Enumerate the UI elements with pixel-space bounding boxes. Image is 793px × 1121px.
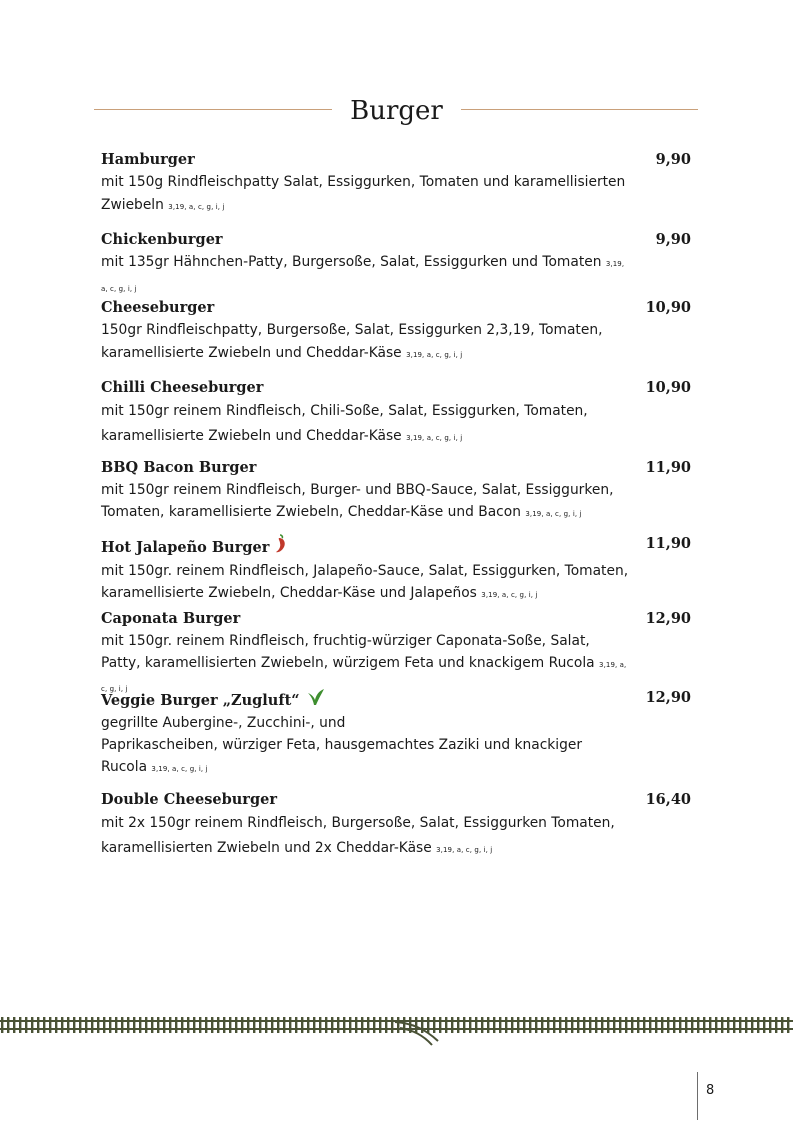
item-price: 12,90 xyxy=(645,689,691,706)
item-description: mit 2x 150gr reinem Rindfleisch, Burgersoße, Salat, Essiggurken Tomaten, karamellisierten Zwiebeln und 2x Cheddar-Käse 3,19, a, c, g, i, j xyxy=(101,815,615,856)
railway-track-decoration xyxy=(0,1013,793,1047)
item-description: 150gr Rindfleischpatty, Burgersoße, Salat, Essiggurken 2,3,19, Tomaten, karamellisierte Zwiebeln und Cheddar-Käse 3,19, a, c, g, i, j xyxy=(101,322,603,361)
item-price: 16,40 xyxy=(645,791,691,808)
item-name: Caponata Burger xyxy=(101,610,241,627)
section-title: Burger xyxy=(350,96,443,126)
allergen-codes: 3,19, a, c, g, i, j xyxy=(101,661,627,693)
item-description: mit 150g Rindfleischpatty Salat, Essiggurken, Tomaten und karamellisierten Zwiebeln 3,19, a, c, g, i, j xyxy=(101,174,626,213)
menu-item-hamburger xyxy=(101,150,691,219)
menu-item-chickenburger xyxy=(101,230,691,301)
item-name: Chilli Cheeseburger xyxy=(101,379,264,396)
item-description: gegrillte Aubergine-, Zucchini-, und Paprikascheiben, würziger Feta, hausgemachtes Zaziki und knackiger Rucola 3,19, a, c, g, i, j xyxy=(101,715,583,775)
allergen-codes: 3,19, a, c, g, i, j xyxy=(101,260,625,293)
item-price: 12,90 xyxy=(645,610,691,627)
item-description: mit 150gr reinem Rindfleisch, Chili-Soße, Salat, Essiggurken, Tomaten, karamellisierte Zwiebeln und Cheddar-Käse 3,19, a, c, g, i, j xyxy=(101,403,588,444)
allergen-codes: 3,19, a, c, g, i, j xyxy=(525,510,582,518)
page-number: 8 xyxy=(706,1083,715,1098)
item-description: mit 150gr. reinem Rindfleisch, fruchtig-würziger Caponata-Soße, Salat, Patty, karamellisierten Zwiebeln, würzigem Feta und knackigem Rucola 3,19, a, c, g, i, j xyxy=(101,633,627,693)
item-name: Hot Jalapeño Burger xyxy=(101,539,270,556)
allergen-codes: 3,19, a, c, g, i, j xyxy=(436,846,493,854)
item-price: 11,90 xyxy=(645,459,691,476)
header-rule-left xyxy=(94,109,332,110)
item-price: 10,90 xyxy=(645,379,691,396)
menu-item-chilli-cheeseburger xyxy=(101,378,691,451)
menu-item-hot-jalapeno-burger xyxy=(101,534,691,606)
allergen-codes: 3,19, a, c, g, i, j xyxy=(151,765,208,773)
menu-item-cheeseburger xyxy=(101,298,691,367)
allergen-codes: 3,19, a, c, g, i, j xyxy=(168,203,225,211)
menu-item-veggie-burger xyxy=(101,688,691,780)
allergen-codes: 3,19, a, c, g, i, j xyxy=(481,591,538,599)
page-number-divider xyxy=(697,1072,698,1120)
header-rule-right xyxy=(461,109,698,110)
menu-item-double-cheeseburger xyxy=(101,790,691,863)
item-name: BBQ Bacon Burger xyxy=(101,459,257,476)
item-price: 11,90 xyxy=(645,535,691,552)
item-name: Double Cheeseburger xyxy=(101,791,277,808)
allergen-codes: 3,19, a, c, g, i, j xyxy=(406,434,463,442)
item-description: mit 150gr reinem Rindfleisch, Burger- und BBQ-Sauce, Salat, Essiggurken, Tomaten, karamellisierte Zwiebeln, Cheddar-Käse und Bacon 3,19, a, c, g, i, j xyxy=(101,482,614,520)
item-name: Veggie Burger „Zugluft“ xyxy=(101,692,300,709)
item-name: Cheeseburger xyxy=(101,299,215,316)
item-price: 9,90 xyxy=(655,231,691,248)
item-price: 9,90 xyxy=(655,151,691,168)
menu-item-caponata-burger xyxy=(101,609,691,700)
item-description: mit 150gr. reinem Rindfleisch, Jalapeño-Sauce, Salat, Essiggurken, Tomaten, karamellisierte Zwiebeln, Cheddar-Käse und Jalapeños 3,19, a, c, g, i, j xyxy=(101,563,629,601)
menu-item-bbq-bacon-burger xyxy=(101,458,691,525)
chili-pepper-icon xyxy=(275,534,287,559)
item-description: mit 135gr Hähnchen-Patty, Burgersoße, Salat, Essiggurken und Tomaten 3,19, a, c, g, i, j xyxy=(101,254,625,293)
item-price: 10,90 xyxy=(645,299,691,316)
item-name: Hamburger xyxy=(101,151,195,168)
item-name: Chickenburger xyxy=(101,231,223,248)
allergen-codes: 3,19, a, c, g, i, j xyxy=(406,351,463,359)
section-header xyxy=(94,92,698,132)
vegetarian-leaf-icon xyxy=(307,688,325,711)
